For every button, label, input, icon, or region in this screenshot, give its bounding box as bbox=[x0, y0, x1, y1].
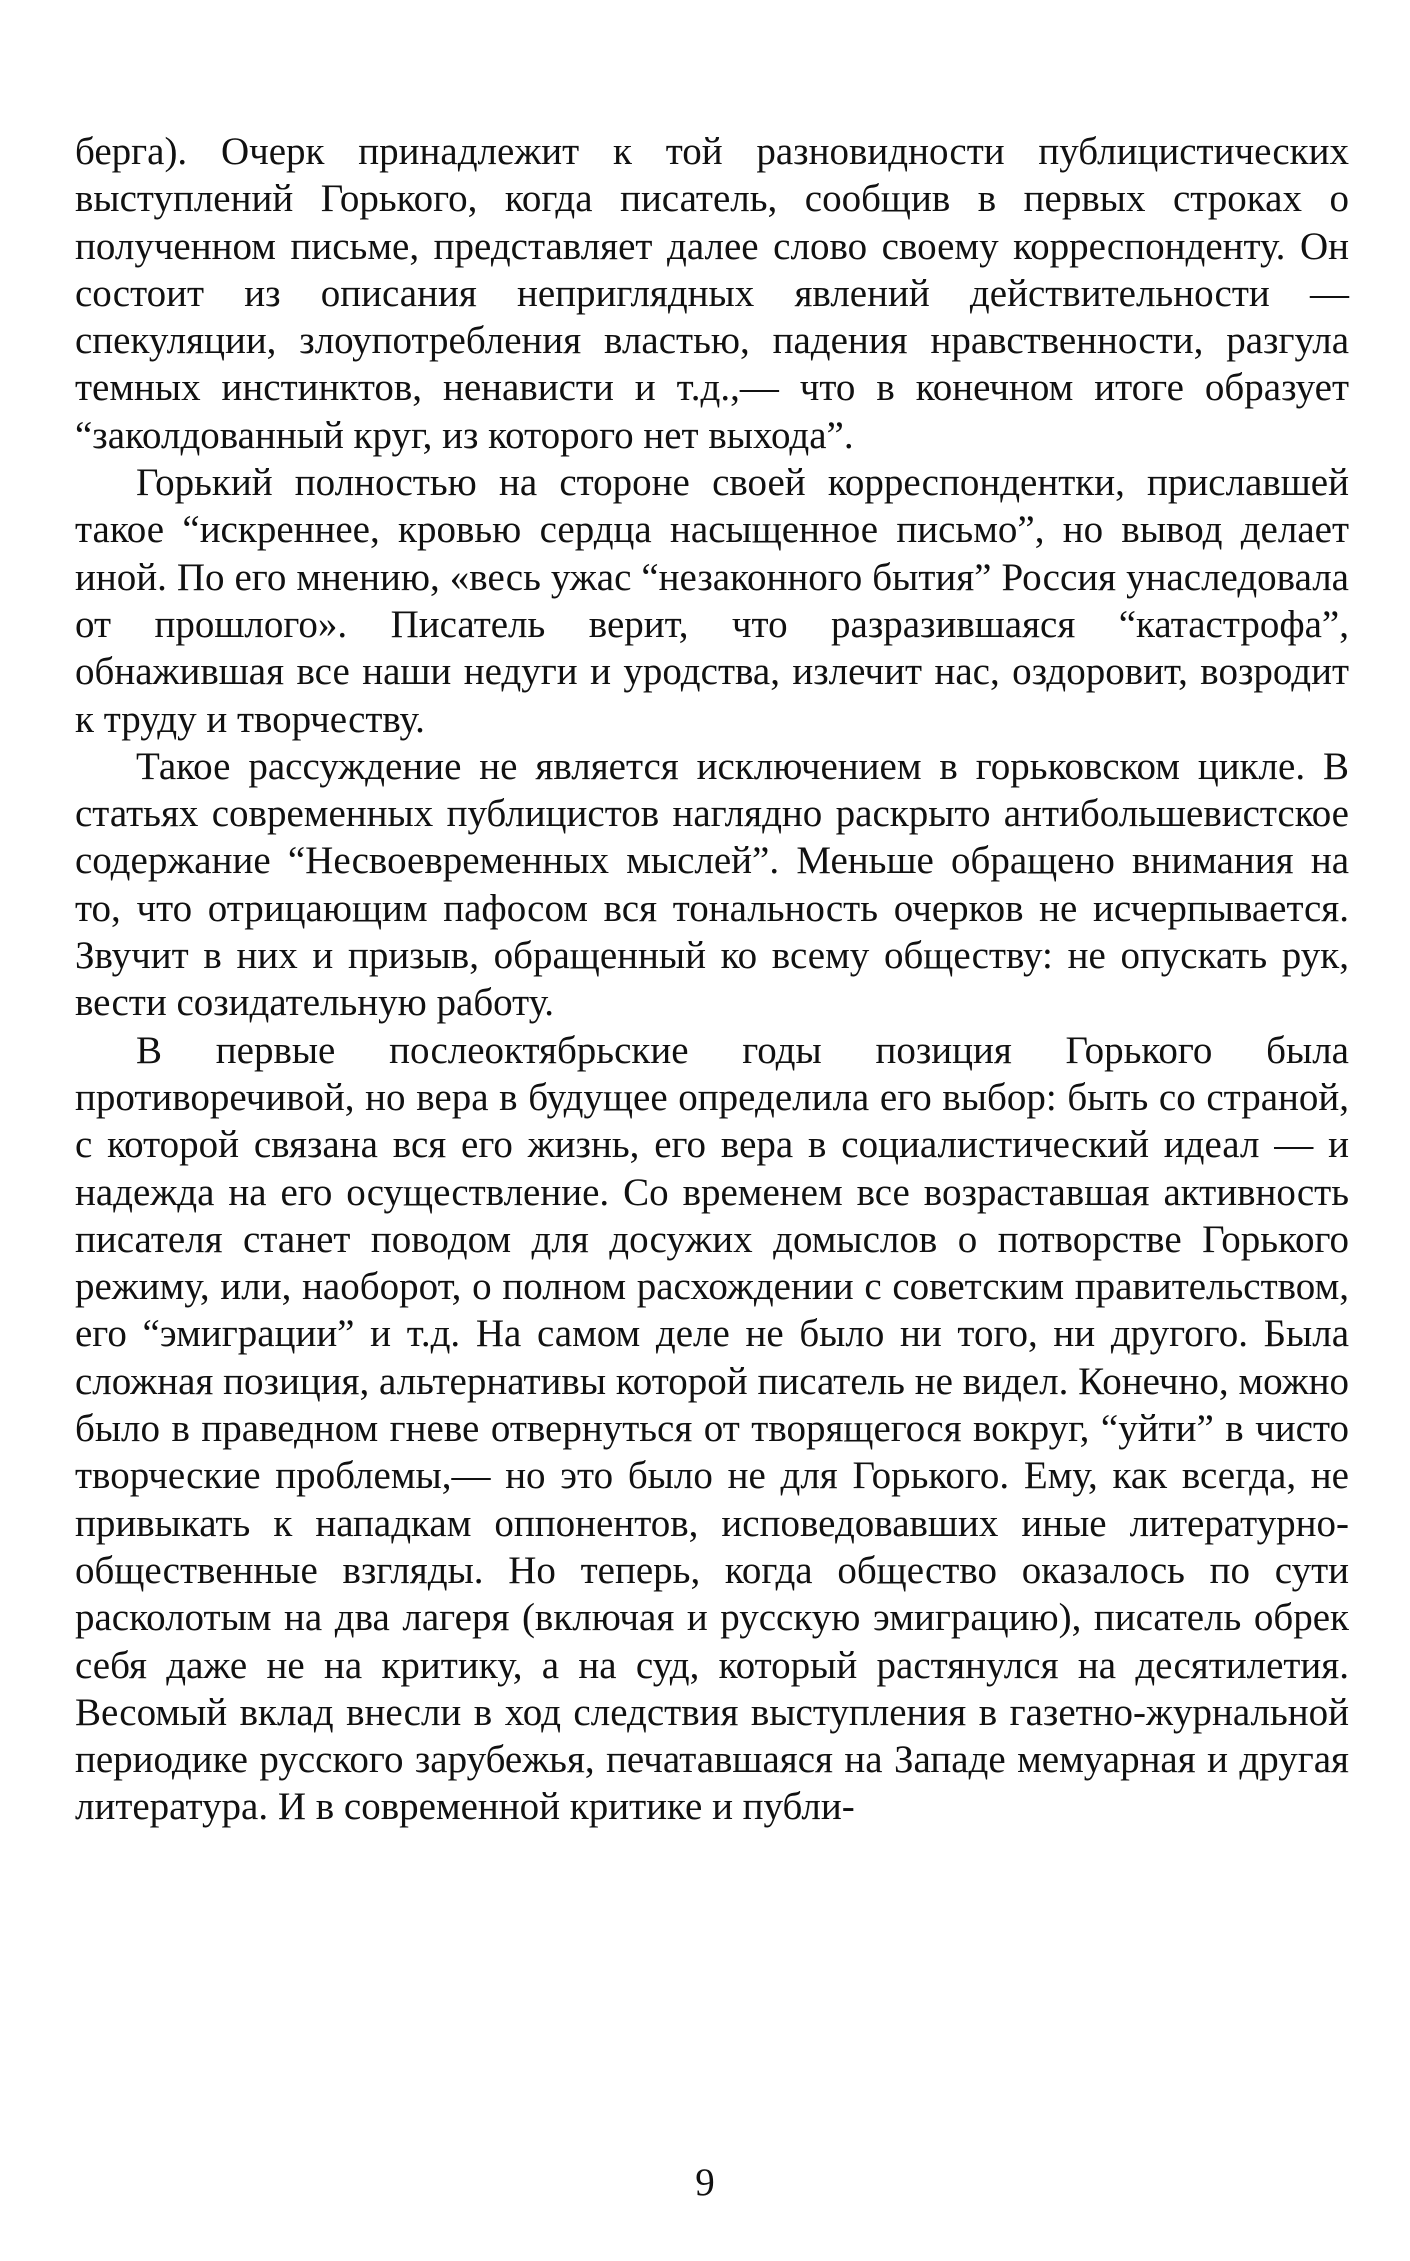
body-text bbox=[75, 128, 1349, 1831]
paragraph: В первые послеоктябрьские годы позиция Горького была противоречивой, но вера в будущее определила его выбор: быть со страной, с которой связана вся его жизнь, его вера в социалистический идеал — и надежда на его осуществление. Со временем все возраставшая активность писателя станет поводом для досужих домыслов о потворстве Горького режиму, или, наоборот, о полном расхождении с советским правительством, его “эмиграции” и т.д. На самом деле не было ни того, ни другого. Была сложная позиция, альтернативы которой писатель не видел. Конечно, можно было в праведном гневе отвернуться от творящегося вокруг, “уйти” в чисто творческие проблемы,— но это было не для Горького. Ему, как всегда, не привыкать к нападкам оппонентов, исповедовавших иные литературно-общественные взгляды. Но теперь, когда общество оказалось по сути расколотым на два лагеря (включая и русскую эмиграцию), писатель обрек себя даже не на критику, а на суд, который растянулся на десятилетия. Весомый вклад внесли в ход следствия выступления в газетно-журнальной периодике русского зарубежья, печатавшаяся на Западе мемуарная и другая литература. И в современной критике и публи- bbox=[75, 1028, 1349, 1829]
page-number: 9 bbox=[695, 2161, 715, 2204]
paragraph: Горький полностью на стороне своей корреспондентки, приславшей такое “искреннее, кровью сердца насыщенное письмо”, но вывод делает иной. По его мнению, «весь ужас “незаконного бытия” Россия унаследовала от прошлого». Писатель верит, что разразившаяся “катастрофа”, обнажившая все наши недуги и уродства, излечит нас, оздоровит, возродит к труду и творчеству. bbox=[75, 461, 1349, 741]
paragraph: берга). Очерк принадлежит к той разновидности публицистических выступлений Горького, когда писатель, сообщив в первых строках о полученном письме, представляет далее слово своему корреспонденту. Он состоит из описания неприглядных явлений действительности — спекуляции, злоупотребления властью, падения нравственности, разгула темных инстинктов, ненависти и т.д.,— что в конечном итоге образует “заколдованный круг, из которого нет выхода”. bbox=[75, 130, 1349, 457]
paragraph: Такое рассуждение не является исключением в горьковском цикле. В статьях современных публицистов наглядно раскрыто антибольшевистское содержание “Несвоевременных мыслей”. Меньше обращено внимания на то, что отрицающим пафосом вся тональность очерков не исчерпывается. Звучит в них и призыв, обращенный ко всему обществу: не опускать рук, вести созидательную работу. bbox=[75, 744, 1349, 1025]
